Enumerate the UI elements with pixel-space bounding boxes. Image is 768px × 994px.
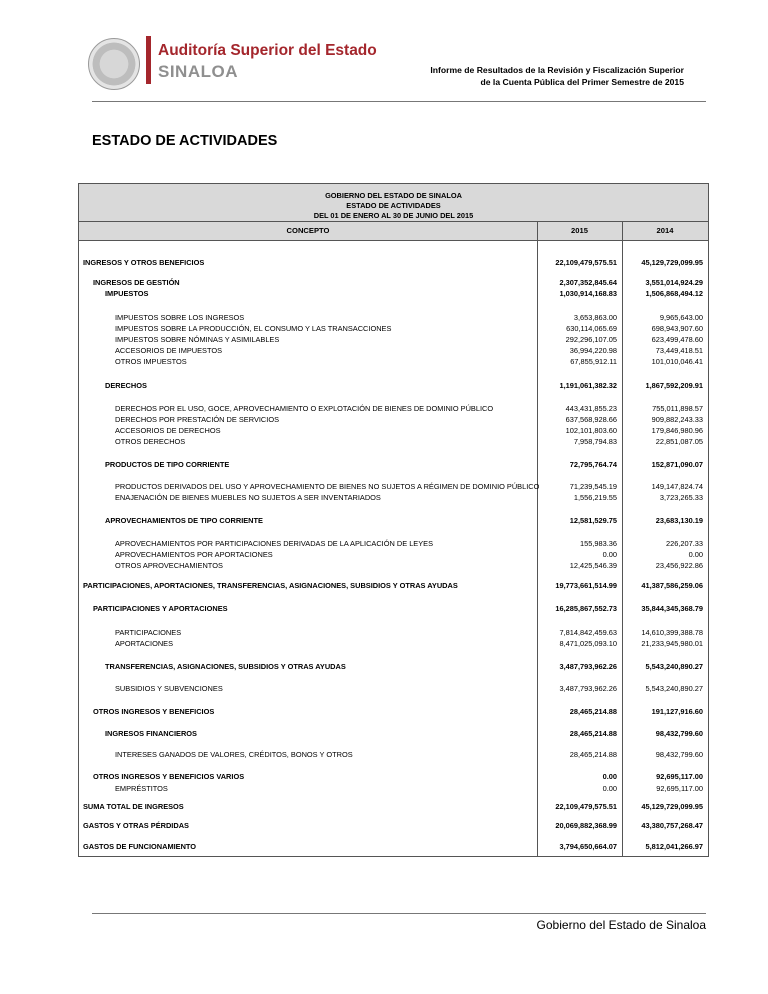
- row-value-2014: 45,129,729,099.95: [641, 258, 703, 267]
- row-value-2014: 909,882,243.33: [651, 415, 703, 424]
- row-value-2014: 0.00: [688, 550, 703, 559]
- row-value-2014: 92,695,117.00: [656, 772, 703, 781]
- row-label: PARTICIPACIONES, APORTACIONES, TRANSFERENCIAS, ASIGNACIONES, SUBSIDIOS Y OTRAS AYUDAS: [83, 581, 458, 590]
- row-label: IMPUESTOS SOBRE LA PRODUCCIÓN, EL CONSUMO Y LAS TRANSACCIONES: [115, 324, 392, 333]
- row-value-2015: 22,109,479,575.51: [555, 802, 617, 811]
- row-label: GASTOS Y OTRAS PÉRDIDAS: [83, 821, 189, 830]
- row-value-2015: 19,773,661,514.99: [555, 581, 617, 590]
- row-value-2014: 35,844,345,368.79: [641, 604, 703, 613]
- row-value-2014: 3,551,014,924.29: [645, 278, 703, 287]
- row-value-2014: 698,943,907.60: [651, 324, 703, 333]
- row-label: TRANSFERENCIAS, ASIGNACIONES, SUBSIDIOS Y OTRAS AYUDAS: [105, 662, 346, 671]
- row-value-2014: 5,543,240,890.27: [645, 662, 703, 671]
- row-value-2014: 41,387,586,259.06: [641, 581, 703, 590]
- row-value-2014: 9,965,643.00: [659, 313, 703, 322]
- row-value-2014: 23,683,130.19: [655, 516, 703, 525]
- row-value-2015: 71,239,545.19: [569, 482, 617, 491]
- row-value-2014: 152,871,090.07: [651, 460, 703, 469]
- row-value-2015: 20,069,882,368.99: [555, 821, 617, 830]
- row-label: IMPUESTOS: [105, 289, 149, 298]
- row-value-2015: 72,795,764.74: [569, 460, 617, 469]
- row-label: INGRESOS DE GESTIÓN: [93, 278, 180, 287]
- column-header-2014: 2014: [622, 222, 708, 241]
- row-label: PARTICIPACIONES: [115, 628, 182, 637]
- row-label: OTROS APROVECHAMIENTOS: [115, 561, 223, 570]
- row-value-2014: 191,127,916.60: [651, 707, 703, 716]
- row-label: APORTACIONES: [115, 639, 174, 648]
- row-value-2014: 14,610,399,388.78: [641, 628, 703, 637]
- column-header-2015: 2015: [537, 222, 622, 241]
- row-value-2015: 7,958,794.83: [573, 437, 617, 446]
- row-value-2014: 98,432,799.60: [655, 750, 703, 759]
- row-value-2015: 3,487,793,962.26: [559, 684, 617, 693]
- row-label: EMPRÉSTITOS: [115, 784, 168, 793]
- table-title-block: [79, 184, 708, 222]
- page-title: ESTADO DE ACTIVIDADES: [92, 133, 278, 149]
- table-statement-name: ESTADO DE ACTIVIDADES: [346, 201, 441, 210]
- row-label: PARTICIPACIONES Y APORTACIONES: [93, 604, 228, 613]
- row-label: ACCESORIOS DE DERECHOS: [115, 426, 221, 435]
- row-label: SUBSIDIOS Y SUBVENCIONES: [115, 684, 223, 693]
- row-value-2015: 443,431,855.23: [565, 404, 617, 413]
- row-value-2015: 28,465,214.88: [569, 729, 617, 738]
- table-entity: GOBIERNO DEL ESTADO DE SINALOA: [325, 191, 462, 200]
- report-header-line1: Informe de Resultados de la Revisión y Fiscalización Superior: [430, 65, 684, 75]
- row-value-2015: 3,653,863.00: [573, 313, 617, 322]
- row-label: SUMA TOTAL DE INGRESOS: [83, 802, 184, 811]
- row-value-2014: 22,851,087.05: [655, 437, 703, 446]
- row-value-2015: 36,994,220.98: [569, 346, 617, 355]
- row-value-2015: 16,285,867,552.73: [555, 604, 617, 613]
- auditoria-logo: [88, 34, 377, 94]
- row-label: DERECHOS POR EL USO, GOCE, APROVECHAMIENTO O EXPLOTACIÓN DE BIENES DE DOMINIO PÚBLICO: [115, 404, 494, 413]
- row-value-2014: 23,456,922.86: [655, 561, 703, 570]
- row-value-2015: 8,471,025,093.10: [559, 639, 617, 648]
- row-label: INGRESOS Y OTROS BENEFICIOS: [83, 258, 205, 267]
- row-value-2014: 755,011,898.57: [652, 404, 703, 413]
- row-value-2014: 98,432,799.60: [655, 729, 703, 738]
- row-value-2015: 0.00: [602, 550, 617, 559]
- row-value-2015: 28,465,214.88: [569, 707, 617, 716]
- row-value-2015: 2,307,352,845.64: [559, 278, 617, 287]
- row-value-2014: 623,499,478.60: [651, 335, 703, 344]
- header-divider: [92, 101, 706, 102]
- row-label: OTROS IMPUESTOS: [115, 357, 187, 366]
- row-value-2015: 102,101,803.60: [565, 426, 617, 435]
- row-label: PRODUCTOS DERIVADOS DEL USO Y APROVECHAMIENTO DE BIENES NO SUJETOS A RÉGIMEN DE DOMINIO PÚBLICO: [115, 482, 540, 491]
- row-value-2014: 45,129,729,099.95: [641, 802, 703, 811]
- row-value-2014: 3,723,265.33: [659, 493, 703, 502]
- row-label: ACCESORIOS DE IMPUESTOS: [115, 346, 223, 355]
- row-value-2014: 1,506,868,494.12: [645, 289, 703, 298]
- row-value-2015: 0.00: [602, 772, 617, 781]
- row-value-2015: 1,191,061,382.32: [559, 381, 617, 390]
- row-value-2015: 292,296,107.05: [565, 335, 617, 344]
- report-header-line2: de la Cuenta Pública del Primer Semestre de 2015: [480, 77, 684, 87]
- footer-divider: [92, 913, 706, 914]
- row-label: DERECHOS: [105, 381, 147, 390]
- row-value-2015: 12,581,529.75: [569, 516, 617, 525]
- row-label: IMPUESTOS SOBRE LOS INGRESOS: [115, 313, 245, 322]
- row-value-2014: 101,010,046.41: [651, 357, 703, 366]
- row-value-2014: 1,867,592,209.91: [645, 381, 703, 390]
- row-value-2014: 21,233,945,980.01: [641, 639, 703, 648]
- row-value-2014: 5,812,041,266.97: [645, 842, 703, 851]
- row-value-2015: 67,855,912.11: [570, 357, 617, 366]
- logo-accent-bar: [146, 36, 151, 84]
- row-label: DERECHOS POR PRESTACIÓN DE SERVICIOS: [115, 415, 279, 424]
- row-value-2014: 226,207.33: [666, 539, 703, 548]
- row-label: APROVECHAMIENTOS POR PARTICIPACIONES DERIVADAS DE LA APLICACIÓN DE LEYES: [115, 539, 434, 548]
- row-value-2015: 637,568,928.66: [565, 415, 617, 424]
- row-value-2015: 630,114,065.69: [566, 324, 617, 333]
- report-header: [430, 64, 684, 88]
- row-value-2015: 0.00: [602, 784, 617, 793]
- row-value-2014: 43,380,757,268.47: [641, 821, 703, 830]
- row-label: OTROS DERECHOS: [115, 437, 186, 446]
- row-value-2014: 5,543,240,890.27: [645, 684, 703, 693]
- row-value-2015: 28,465,214.88: [569, 750, 617, 759]
- column-header-concepto: CONCEPTO: [79, 222, 537, 241]
- row-label: OTROS INGRESOS Y BENEFICIOS: [93, 707, 215, 716]
- row-value-2015: 3,794,650,664.07: [559, 842, 617, 851]
- row-label: GASTOS DE FUNCIONAMIENTO: [83, 842, 197, 851]
- mexico-seal-icon: [88, 38, 140, 90]
- row-value-2015: 155,983.36: [580, 539, 617, 548]
- footer-text: Gobierno del Estado de Sinaloa: [536, 918, 706, 932]
- table-period: DEL 01 DE ENERO AL 30 DE JUNIO DEL 2015: [313, 211, 474, 220]
- statement-table: [78, 183, 709, 857]
- row-value-2015: 12,425,546.39: [569, 561, 617, 570]
- row-value-2015: 1,030,914,168.83: [559, 289, 617, 298]
- row-value-2015: 22,109,479,575.51: [555, 258, 617, 267]
- row-label: PRODUCTOS DE TIPO CORRIENTE: [105, 460, 230, 469]
- row-label: OTROS INGRESOS Y BENEFICIOS VARIOS: [93, 772, 245, 781]
- row-label: IMPUESTOS SOBRE NÓMINAS Y ASIMILABLES: [115, 335, 280, 344]
- row-value-2014: 92,695,117.00: [656, 784, 703, 793]
- row-label: ENAJENACIÓN DE BIENES MUEBLES NO SUJETOS A SER INVENTARIADOS: [115, 493, 381, 502]
- logo-org-name: Auditoría Superior del Estado: [158, 42, 377, 59]
- row-value-2014: 149,147,824.74: [651, 482, 703, 491]
- row-value-2015: 7,814,842,459.63: [559, 628, 617, 637]
- row-label: APROVECHAMIENTOS POR APORTACIONES: [115, 550, 273, 559]
- row-value-2014: 179,846,980.96: [651, 426, 703, 435]
- row-label: INGRESOS FINANCIEROS: [105, 729, 197, 738]
- row-value-2014: 73,449,418.51: [655, 346, 703, 355]
- row-value-2015: 1,556,219.55: [573, 493, 617, 502]
- row-label: APROVECHAMIENTOS DE TIPO CORRIENTE: [105, 516, 263, 525]
- row-value-2015: 3,487,793,962.26: [559, 662, 617, 671]
- logo-state-name: SINALOA: [158, 62, 238, 81]
- row-label: INTERESES GANADOS DE VALORES, CRÉDITOS, BONOS Y OTROS: [115, 750, 353, 759]
